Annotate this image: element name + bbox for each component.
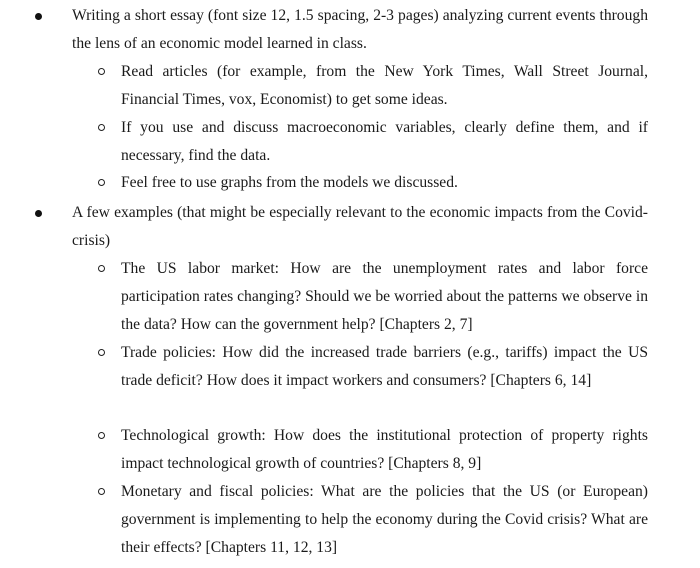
subitem-labor-market <box>0 255 700 339</box>
subitem-text: The US labor market: How are the unemployment rates and labor force participation rates changing? Should we be worried about the patterns we observe in the data? How can the government help? [Chapters 2, 7] <box>121 260 648 333</box>
subitem-technological-growth <box>0 422 700 478</box>
circle-bullet-icon <box>98 349 105 356</box>
subitem-text: Trade policies: How did the increased trade barriers (e.g., tariffs) impact the US trade deficit? How does it impact workers and consumers? [Chapters 6, 14] <box>121 344 648 389</box>
subitem-text: Technological growth: How does the institutional protection of property rights impact technological growth of countries? [Chapters 8, 9] <box>121 427 648 472</box>
bullet-item-examples <box>0 199 700 255</box>
circle-bullet-icon <box>98 68 105 75</box>
bullet-text: A few examples (that might be especially relevant to the economic impacts from the Covid-crisis) <box>72 204 648 249</box>
subitem-text: If you use and discuss macroeconomic variables, clearly define them, and if necessary, find the data. <box>121 119 648 164</box>
subitem-text: Monetary and fiscal policies: What are the policies that the US (or European) government is implementing to help the economy during the Covid crisis? What are their effects? [Chapters 11, 12, 13] <box>121 483 648 556</box>
subitem-define-variables <box>0 114 700 170</box>
bullet-dot-icon <box>35 210 42 217</box>
subitem-monetary-fiscal <box>0 478 700 562</box>
bullet-dot-icon <box>35 13 42 20</box>
circle-bullet-icon <box>98 265 105 272</box>
subitem-text: Read articles (for example, from the New York Times, Wall Street Journal, Financial Times, vox, Economist) to get some ideas. <box>121 63 648 108</box>
circle-bullet-icon <box>98 432 105 439</box>
subitem-use-graphs <box>0 169 700 197</box>
bullet-text: Writing a short essay (font size 12, 1.5 spacing, 2-3 pages) analyzing current events through the lens of an economic model learned in class. <box>72 7 648 52</box>
subitem-read-articles <box>0 58 700 114</box>
subitem-trade-policies <box>0 339 700 395</box>
circle-bullet-icon <box>98 488 105 495</box>
bullet-item-essay <box>0 2 700 58</box>
circle-bullet-icon <box>98 179 105 186</box>
circle-bullet-icon <box>98 124 105 131</box>
subitem-text: Feel free to use graphs from the models we discussed. <box>121 174 458 191</box>
